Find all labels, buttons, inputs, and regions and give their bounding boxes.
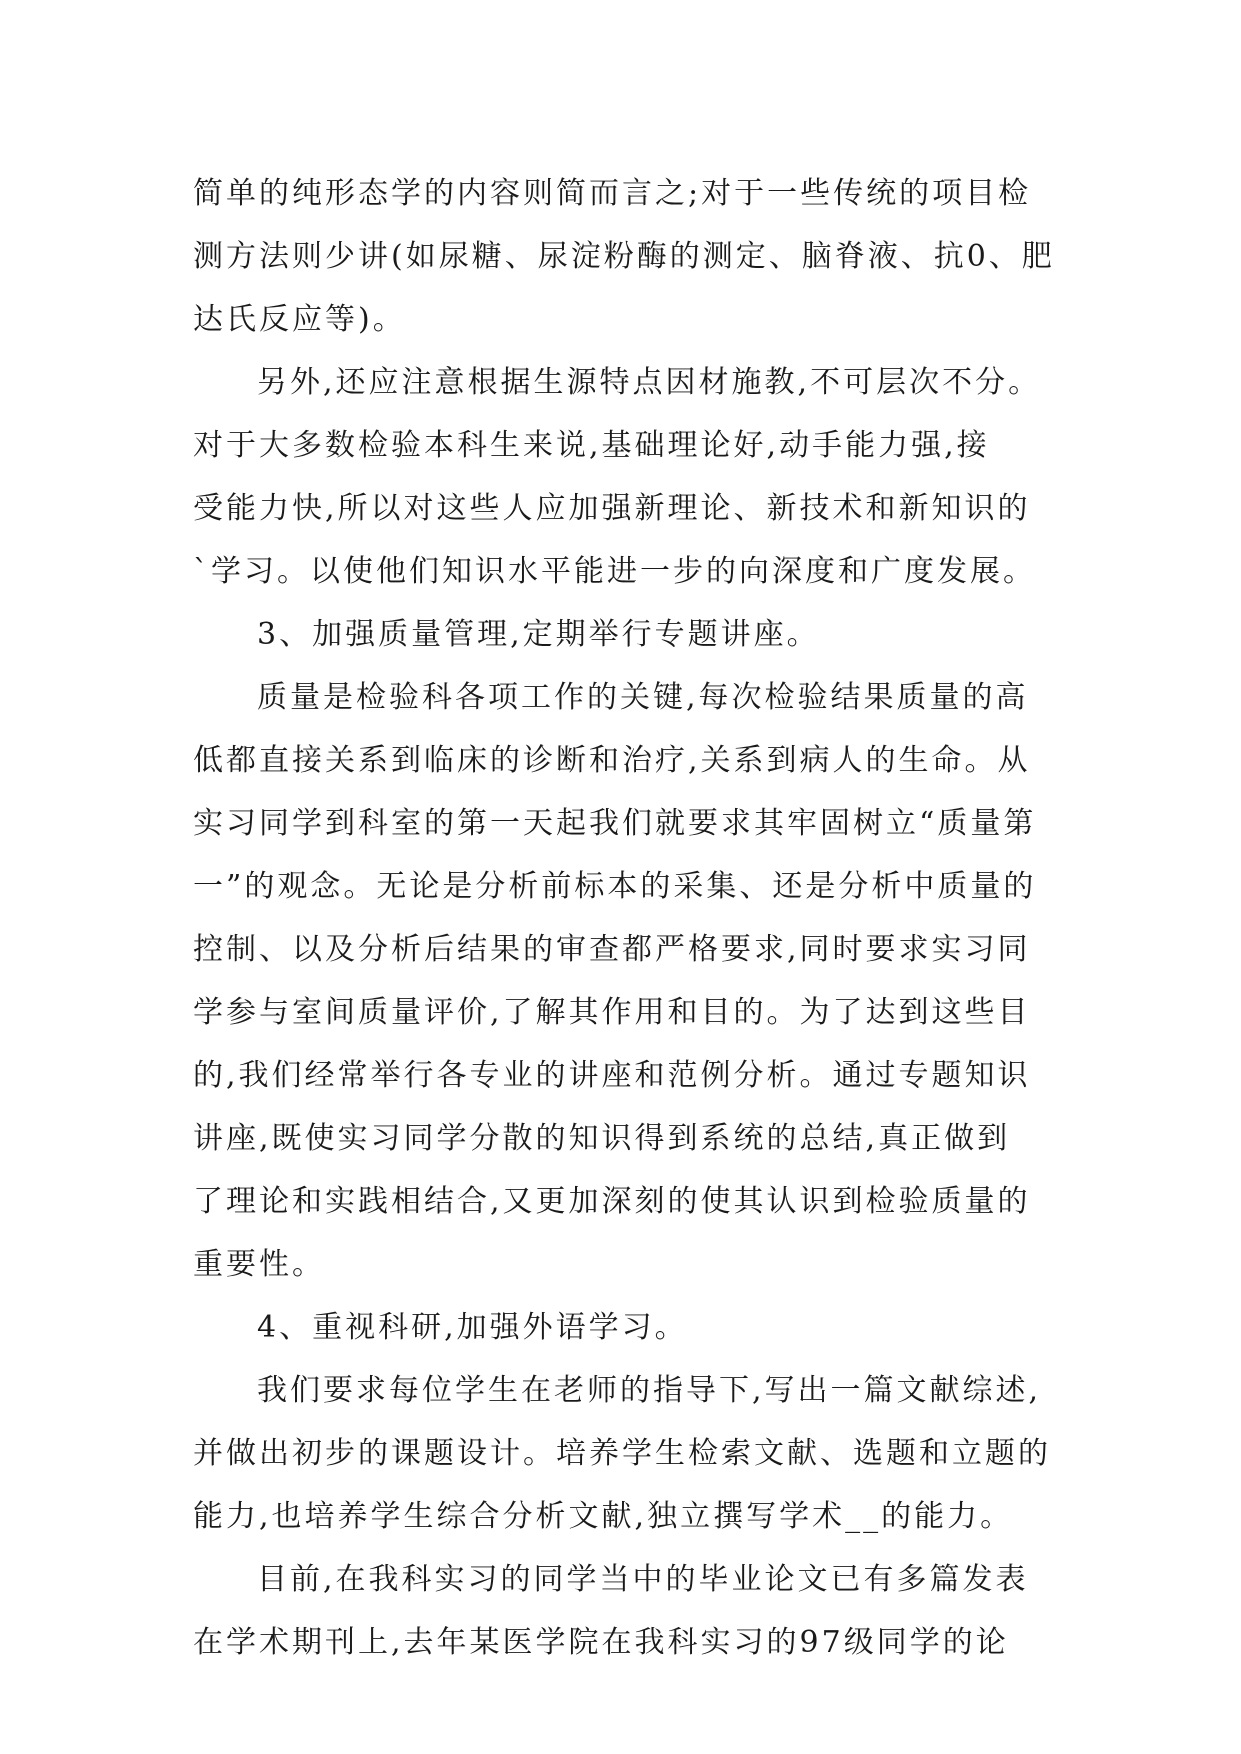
paragraph-start-line: 另外,还应注意根据生源特点因材施教,不可层次不分。 [257,365,1042,400]
paragraph-start-line: 质量是检验科各项工作的关键,每次检验结果质量的高 [257,680,1029,715]
document-body [193,162,1073,1674]
text-line: 对于大多数检验本科生来说,基础理论好,动手能力强,接 [193,428,990,463]
text-line: 控制、以及分析后结果的审查都严格要求,同时要求实习同 [193,932,1031,967]
text-line: 低都直接关系到临床的诊断和治疗,关系到病人的生命。从 [193,743,1031,778]
text-line: 测方法则少讲(如尿糖、尿淀粉酶的测定、脑脊液、抗0、肥 [193,239,1055,274]
text-line: 并做出初步的课题设计。培养学生检索文献、选题和立题的 [193,1436,1051,1471]
text-line: 学参与室间质量评价,了解其作用和目的。为了达到这些目 [193,995,1031,1030]
paragraph-start-line: 我们要求每位学生在老师的指导下,写出一篇文献综述, [257,1373,1042,1408]
text-line: 在学术期刊上,去年某医学院在我科实习的97级同学的论 [193,1625,1009,1660]
text-line: 达氏反应等)。 [193,302,406,337]
text-line: 的,我们经常举行各专业的讲座和范例分析。通过专题知识 [193,1058,1031,1093]
text-line: 了理论和实践相结合,又更加深刻的使其认识到检验质量的 [193,1184,1031,1219]
text-line: 简单的纯形态学的内容则简而言之;对于一些传统的项目检 [193,176,1032,211]
text-line: 受能力快,所以对这些人应加强新理论、新技术和新知识的 [193,491,1031,526]
text-line: 重要性。 [193,1247,325,1282]
text-line: 讲座,既使实习同学分散的知识得到系统的总结,真正做到 [193,1121,1011,1156]
section-heading-3: 3、加强质量管理,定期举行专题讲座。 [257,617,820,652]
paragraph-start-line: 目前,在我科实习的同学当中的毕业论文已有多篇发表 [257,1562,1029,1597]
text-line: 能力,也培养学生综合分析文献,独立撰写学术__的能力。 [193,1499,1014,1534]
text-line: `学习。以使他们知识水平能进一步的向深度和广度发展。 [193,554,1036,589]
text-line: 一”的观念。无论是分析前标本的采集、还是分析中质量的 [193,869,1037,904]
text-line: 实习同学到科室的第一天起我们就要求其牢固树立“质量第 [193,806,1037,841]
section-heading-4: 4、重视科研,加强外语学习。 [257,1310,688,1345]
